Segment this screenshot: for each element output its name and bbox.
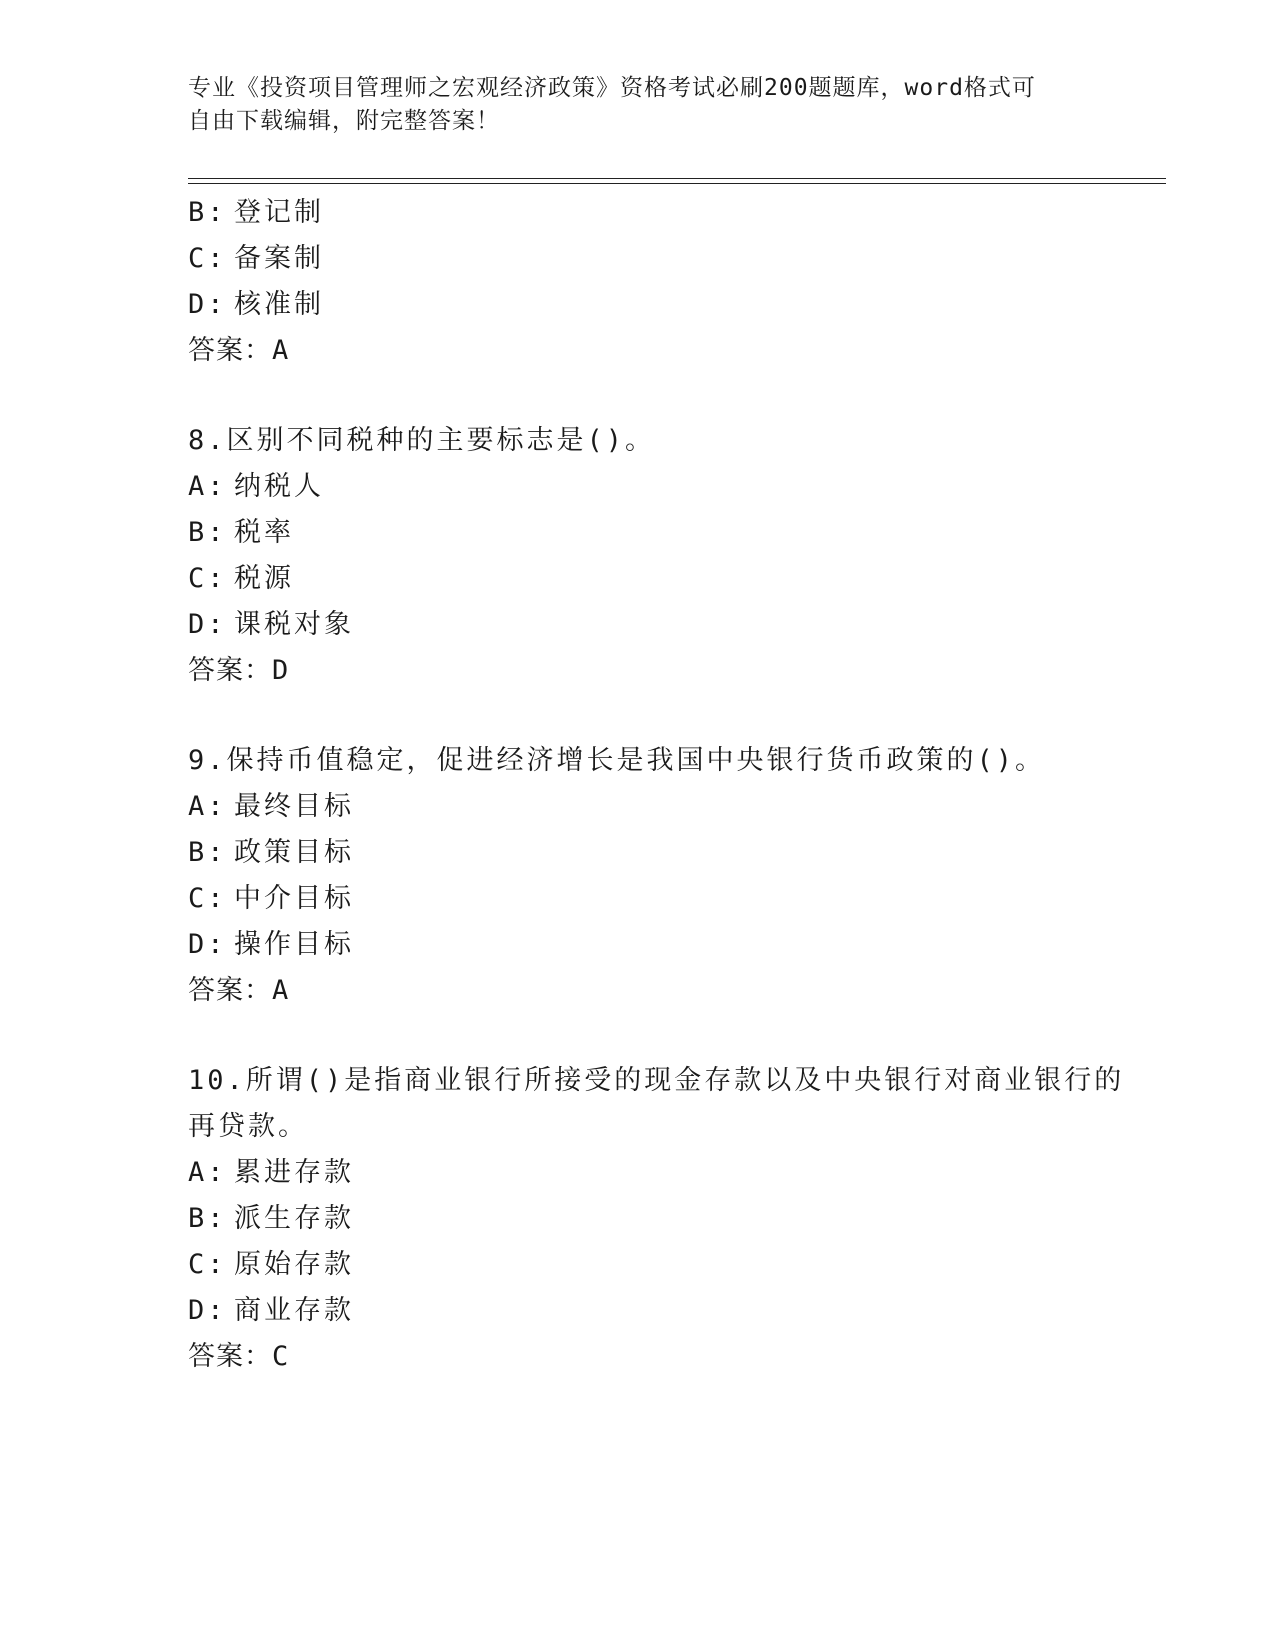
option-letter: D: [188, 1295, 227, 1326]
question-stem: 9.保持币值稳定，促进经济增长是我国中央银行货币政策的()。 [188, 745, 1046, 776]
option-letter: C: [188, 563, 227, 594]
option-letter: B: [188, 517, 227, 548]
option-letter: B: [188, 837, 227, 868]
question-stem-line-1: 10.所谓()是指商业银行所接受的现金存款以及中央银行对商业银行的 [188, 1065, 1125, 1096]
question-stem: 8.区别不同税种的主要标志是()。 [188, 425, 656, 456]
question-stem-line-2: 再贷款。 [188, 1111, 308, 1142]
option-d [188, 922, 1088, 968]
option-letter: B: [188, 1203, 227, 1234]
option-a [188, 1150, 1088, 1196]
option-letter: C: [188, 883, 227, 914]
option-text: 税率 [234, 517, 294, 548]
option-d [188, 602, 1088, 648]
header-rule-bottom [188, 183, 1166, 184]
question-8 [188, 418, 1088, 694]
header-line-2: 自由下载编辑，附完整答案！ [188, 108, 500, 134]
option-text: 操作目标 [234, 929, 354, 960]
option-letter: D: [188, 929, 227, 960]
option-text: 核准制 [234, 289, 324, 320]
header-rule-top [188, 178, 1166, 179]
option-text: 政策目标 [234, 837, 354, 868]
option-b [188, 190, 1088, 236]
option-text: 纳税人 [234, 471, 324, 502]
option-letter: C: [188, 243, 227, 274]
option-a [188, 784, 1088, 830]
option-text: 备案制 [234, 243, 324, 274]
option-text: 原始存款 [234, 1249, 354, 1280]
question-9 [188, 738, 1088, 1014]
option-letter: D: [188, 609, 227, 640]
option-letter: A: [188, 791, 227, 822]
header-line-1: 专业《投资项目管理师之宏观经济政策》资格考试必刷200题题库，word格式可 [188, 75, 1036, 101]
answer-line: 答案：A [188, 335, 290, 366]
option-text: 登记制 [234, 197, 324, 228]
option-text: 税源 [234, 563, 294, 594]
option-c [188, 556, 1088, 602]
option-letter: A: [188, 471, 227, 502]
option-d [188, 282, 1088, 328]
question-7-fragment [188, 190, 1088, 374]
option-c [188, 1242, 1088, 1288]
option-text: 派生存款 [234, 1203, 354, 1234]
answer-line: 答案：D [188, 655, 290, 686]
option-d [188, 1288, 1088, 1334]
option-text: 最终目标 [234, 791, 354, 822]
option-text: 商业存款 [234, 1295, 354, 1326]
option-text: 中介目标 [234, 883, 354, 914]
question-10 [188, 1058, 1125, 1380]
document-header [188, 72, 1088, 138]
answer-line: 答案：C [188, 1341, 290, 1372]
option-a [188, 464, 1088, 510]
option-c [188, 876, 1088, 922]
option-b [188, 1196, 1088, 1242]
option-b [188, 510, 1088, 556]
question-content [188, 190, 1125, 1380]
option-letter: A: [188, 1157, 227, 1188]
option-text: 累进存款 [234, 1157, 354, 1188]
option-letter: B: [188, 197, 227, 228]
option-letter: D: [188, 289, 227, 320]
option-letter: C: [188, 1249, 227, 1280]
option-c [188, 236, 1088, 282]
answer-line: 答案：A [188, 975, 290, 1006]
option-text: 课税对象 [234, 609, 354, 640]
option-b [188, 830, 1088, 876]
